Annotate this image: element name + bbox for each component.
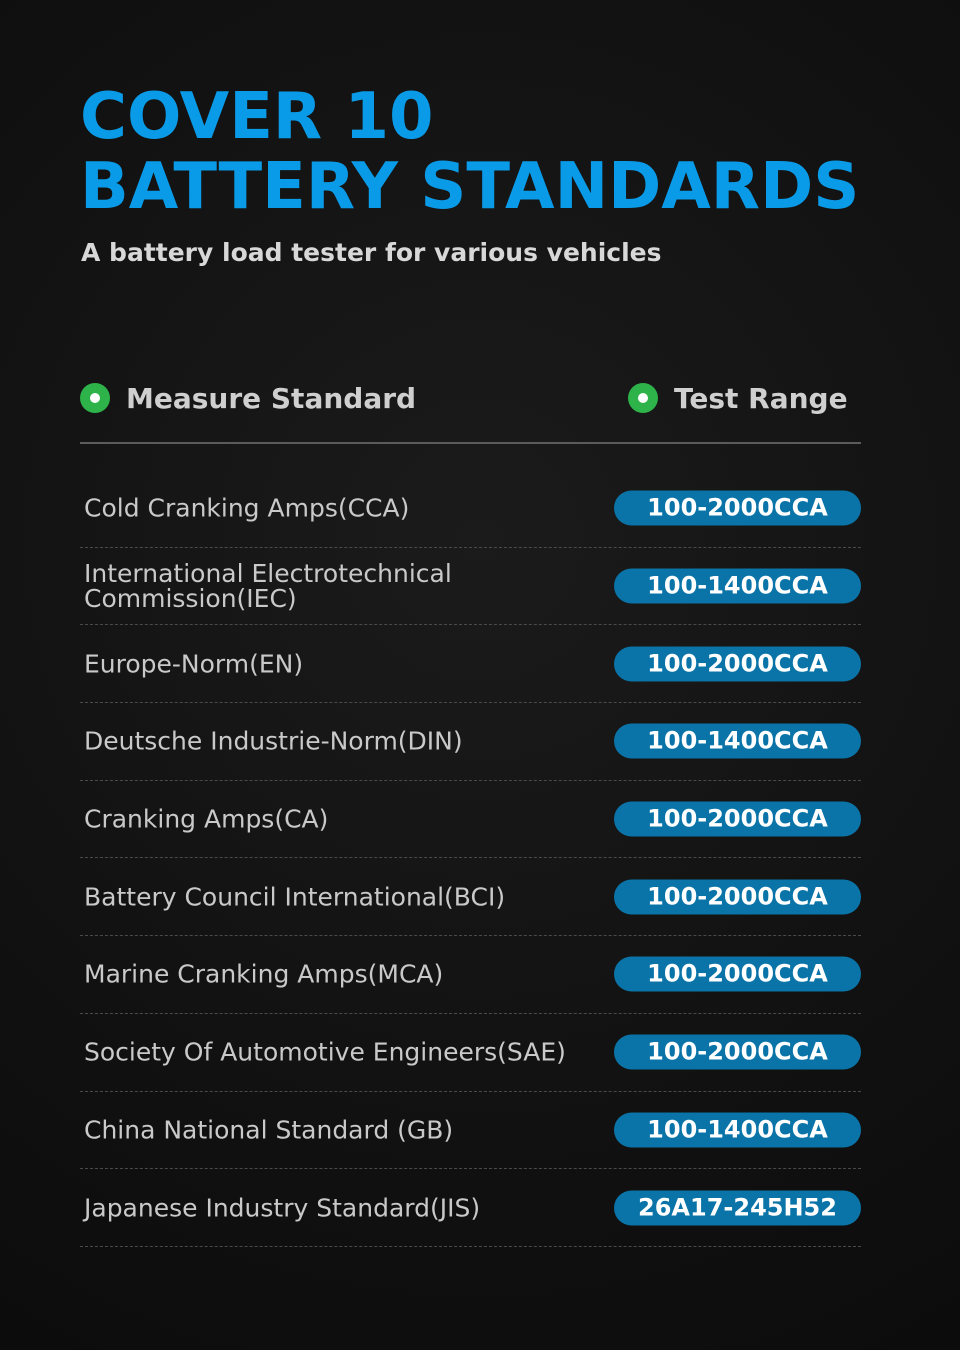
table-row [80, 1092, 861, 1170]
standard-name: Society Of Automotive Engineers(SAE) [84, 1037, 566, 1067]
standard-name: International Electrotechnical Commission(IEC) [84, 559, 452, 614]
range-badge: 100-2000CCA [614, 957, 861, 992]
range-badge: 100-1400CCA [614, 569, 861, 604]
standard-name: Battery Council International(BCI) [84, 882, 506, 912]
standard-name: Cold Cranking Amps(CCA) [84, 493, 410, 523]
green-dot-icon [628, 383, 658, 413]
range-badge: 100-2000CCA [614, 802, 861, 837]
title-line-2: BATTERY STANDARDS [80, 150, 860, 224]
table-row [80, 781, 861, 859]
table-row [80, 936, 861, 1014]
table-row [80, 470, 861, 548]
range-badge: 100-1400CCA [614, 1112, 861, 1147]
range-badge: 100-2000CCA [614, 1035, 861, 1070]
page-subtitle: A battery load tester for various vehicles [81, 238, 662, 267]
green-dot-icon [80, 383, 110, 413]
header-test-range [628, 378, 848, 418]
standard-name: China National Standard (GB) [84, 1115, 454, 1145]
header-label-range: Test Range [674, 381, 848, 415]
range-badge: 100-1400CCA [614, 724, 861, 759]
standard-name: Deutsche Industrie-Norm(DIN) [84, 726, 463, 756]
range-badge: 100-2000CCA [614, 646, 861, 681]
standard-name: Europe-Norm(EN) [84, 649, 304, 679]
range-badge: 100-2000CCA [614, 491, 861, 526]
table-header [80, 378, 860, 418]
table-row [80, 858, 861, 936]
range-badge: 100-2000CCA [614, 879, 861, 914]
standard-name: Cranking Amps(CA) [84, 804, 329, 834]
standards-table [80, 470, 861, 1247]
table-row [80, 703, 861, 781]
standard-name: Japanese Industry Standard(JIS) [84, 1193, 481, 1223]
table-row [80, 1014, 861, 1092]
standard-name: Marine Cranking Amps(MCA) [84, 959, 444, 989]
page-title [80, 82, 859, 222]
table-row [80, 1169, 861, 1247]
header-measure-standard [80, 378, 416, 418]
table-row [80, 548, 861, 626]
range-badge: 26A17-245H52 [614, 1190, 861, 1225]
table-row [80, 625, 861, 703]
title-line-1: COVER 10 [80, 80, 434, 154]
header-divider [80, 442, 861, 444]
header-label-standard: Measure Standard [126, 381, 417, 415]
